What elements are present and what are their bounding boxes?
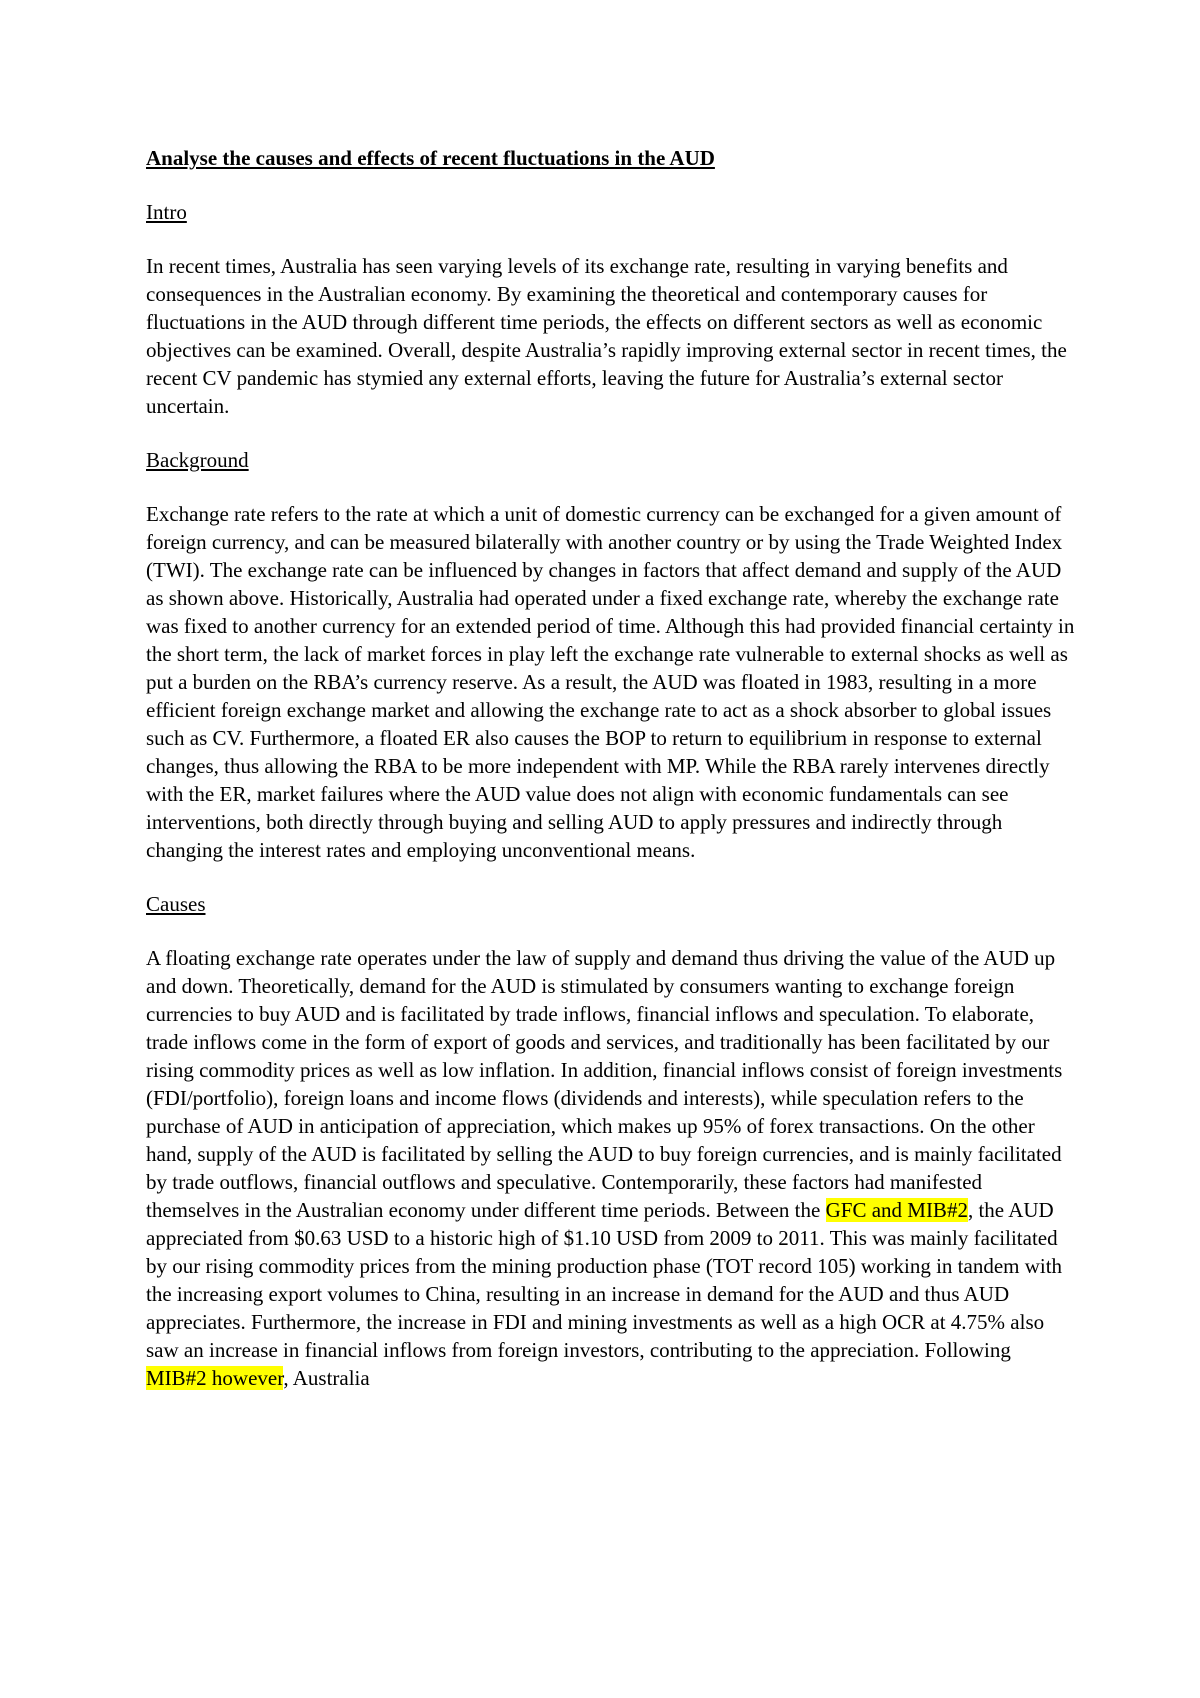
intro-heading: Intro <box>146 200 187 224</box>
background-paragraph: Exchange rate refers to the rate at which a unit of domestic currency can be exchanged for a given amount of foreign currency, and can be measured bilaterally with another country or by using the Trade Weighted Index (TWI). The exchange rate can be influenced by changes in factors that affect demand and supply of the AUD as shown above. Historically, Australia had operated under a fixed exchange rate, whereby the exchange rate was fixed to another currency for an extended period of time. Although this had provided financial certainty in the short term, the lack of market forces in play left the exchange rate vulnerable to external shocks as well as put a burden on the RBA’s currency reserve. As a result, the AUD was floated in 1983, resulting in a more efficient foreign exchange market and allowing the exchange rate to act as a shock absorber to global issues such as CV. Furthermore, a floated ER also causes the BOP to return to equilibrium in response to external changes, thus allowing the RBA to be more independent with MP. While the RBA rarely intervenes directly with the ER, market failures where the AUD value does not align with economic fundamentals can see interventions, both directly through buying and selling AUD to apply pressures and indirectly through changing the interest rates and employing unconventional means. <box>146 502 1075 862</box>
causes-paragraph <box>146 944 1076 1392</box>
causes-text-part3: , Australia <box>283 1366 370 1390</box>
causes-heading: Causes <box>146 892 206 916</box>
highlight-gfc-mib2: GFC and MIB#2 <box>825 1198 968 1222</box>
causes-text-part2: , the AUD appreciated from $0.63 USD to a historic high of $1.10 USD from 2009 to 2011. This was mainly facilitated by our rising commodity prices from the mining production phase (TOT record 105) working in tandem with the increasing export volumes to China, resulting in an increase in demand for the AUD and thus AUD appreciates. Furthermore, the increase in FDI and mining investments as well as a high OCR at 4.75% also saw an increase in financial inflows from foreign investors, contributing to the appreciation. Following <box>146 1198 1063 1362</box>
document-title: Analyse the causes and effects of recent fluctuations in the AUD <box>146 146 715 170</box>
background-heading: Background <box>146 448 249 472</box>
intro-paragraph: In recent times, Australia has seen varying levels of its exchange rate, resulting in varying benefits and consequences in the Australian economy. By examining the theoretical and contemporary causes for fluctuations in the AUD through different time periods, the effects on different sectors as well as economic objectives can be examined. Overall, despite Australia’s rapidly improving external sector in recent times, the recent CV pandemic has stymied any external efforts, leaving the future for Australia’s external sector uncertain. <box>146 254 1067 418</box>
highlight-mib2-however: MIB#2 however <box>146 1366 284 1390</box>
document-page <box>146 144 1076 1418</box>
causes-text-part1: A floating exchange rate operates under the law of supply and demand thus driving the value of the AUD up and down. Theoretically, demand for the AUD is stimulated by consumers wanting to exchange foreign currencies to buy AUD and is facilitated by trade inflows, financial inflows and speculation. To elaborate, trade inflows come in the form of export of goods and services, and traditionally has been facilitated by our rising commodity prices as well as low inflation. In addition, financial inflows consist of foreign investments (FDI/portfolio), foreign loans and income flows (dividends and interests), while speculation refers to the purchase of AUD in anticipation of appreciation, which makes up 95% of forex transactions. On the other hand, supply of the AUD is facilitated by selling the AUD to buy foreign currencies, and is mainly facilitated by trade outflows, financial outflows and speculative. Contemporarily, these factors had manifested themselves in the Australian economy under different time periods. Between the <box>146 946 1063 1222</box>
